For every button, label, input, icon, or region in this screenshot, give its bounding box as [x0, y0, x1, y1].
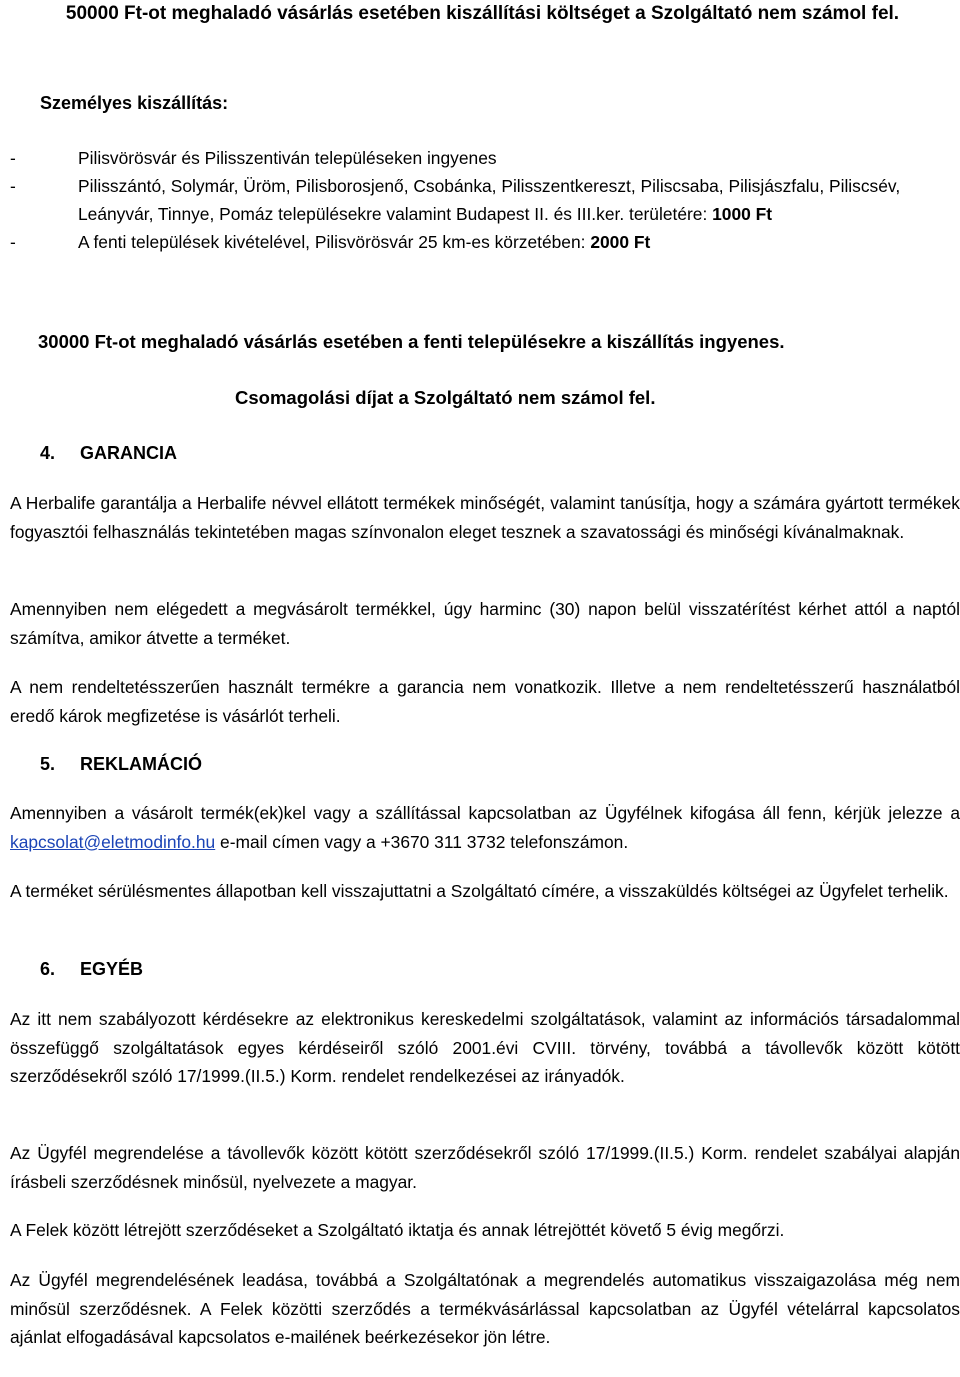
free-delivery-note: 30000 Ft-ot meghaladó vásárlás esetében a fenti településekre a kiszállítás ingyenes. — [38, 331, 785, 352]
other-paragraph-3: A Felek között létrejött szerződéseket a Szolgáltató iktatja és annak létrejöttét követő 5 évig megőrzi. — [10, 1220, 785, 1240]
bullet-text — [78, 172, 960, 228]
section-number: 4. — [40, 443, 56, 463]
delivery-cost-heading: 50000 Ft-ot meghaladó vásárlás esetében kiszállítási költséget a Szolgáltató nem számol fel. — [65, 3, 900, 24]
list-item — [10, 144, 960, 172]
email-link[interactable]: kapcsolat@eletmodinfo.hu — [10, 831, 216, 852]
section-number: 5. — [40, 754, 56, 774]
bullet-text-body: A fenti települések kivételével, Pilisvörösvár 25 km-es körzetében: — [78, 232, 586, 252]
section-title: REKLAMÁCIÓ — [80, 754, 202, 774]
warranty-paragraph-1: A Herbalife garantálja a Herbalife névvel ellátott termékek minőségét, valamint tanúsítja, hogy a számára gyártott termékek fogyasztói felhasználás tekintetében magas színvonalon eleget tesznek a szavatossági és minőségi kívánalmaknak. — [10, 493, 960, 542]
delivery-bullet-list — [10, 144, 960, 256]
complaint-paragraph-1 — [10, 799, 960, 856]
bullet-dash: - — [10, 232, 16, 252]
bullet-price: 1000 Ft — [712, 204, 773, 224]
section-title: EGYÉB — [80, 959, 144, 979]
bullet-text: Pilisvörösvár és Pilisszentiván településeken ingyenes — [78, 148, 497, 168]
bullet-text — [78, 228, 960, 256]
personal-delivery-title: Személyes kiszállítás: — [40, 93, 229, 113]
bullet-dash: - — [10, 148, 16, 168]
section-6-heading — [40, 956, 143, 982]
other-paragraph-4: Az Ügyfél megrendelésének leadása, továbbá a Szolgáltatónak a megrendelés automatikus visszaigazolása még nem minősül szerződésnek. A Felek közötti szerződés a termékvásárlással kapcsolatban az Ügyfél vételárral kapcsolatos ajánlat elfogadásával kapcsolatos e-mailének beérkezésekor jön létre. — [10, 1270, 960, 1347]
list-item — [10, 172, 960, 228]
other-paragraph-2: Az Ügyfél megrendelése a távollevők között kötött szerződésekről szóló 17/1999.(II.5.) Korm. rendelet szabályai alapján írásbeli szerződésnek minősül, nyelvezete a magyar. — [10, 1143, 960, 1192]
section-5-heading — [40, 751, 202, 777]
section-number: 6. — [40, 959, 56, 979]
other-paragraph-1: Az itt nem szabályozott kérdésekre az elektronikus kereskedelmi szolgáltatások, valamint az információs társadalommal összefüggő szolgáltatások egyes kérdéseiről szóló 2001.évi CVIII. törvény, továbbá a távollevők között kötött szerződésekről szóló 17/1999.(II.5.) Korm. rendelet rendelkezései az irányadók. — [10, 1009, 960, 1086]
complaint-text-start: Amennyiben a vásárolt termék(ek)kel vagy a szállítással kapcsolatban az Ügyfélnek kifogása áll fenn, kérjük jelezze a — [10, 803, 960, 823]
bullet-text-body: Pilisszántó, Solymár, Üröm, Pilisborosjenő, Csobánka, Pilisszentkereszt, Piliscsaba, Pilisjászfalu, Piliscsév, Leányvár, Tinnye, Pomáz településekre valamint Budapest II. és III.ker. területére: — [78, 176, 901, 224]
complaint-text-end: e-mail címen vagy a +3670 311 3732 telefonszámon. — [215, 831, 629, 852]
bullet-price: 2000 Ft — [590, 232, 651, 252]
section-4-heading — [40, 440, 177, 466]
document-page — [5, 0, 960, 1347]
warranty-paragraph-2: Amennyiben nem elégedett a megvásárolt termékkel, úgy harminc (30) napon belül visszatérítést kérhet attól a naptól számítva, amikor átvette a terméket. — [10, 599, 960, 648]
bullet-dash: - — [10, 176, 16, 196]
warranty-paragraph-3: A nem rendeltetésszerűen használt termékre a garancia nem vonatkozik. Illetve a nem rendeltetésszerű használatból eredő károk megfizetése is vásárlót terheli. — [10, 677, 960, 726]
section-title: GARANCIA — [80, 443, 177, 463]
packaging-note: Csomagolási díjat a Szolgáltató nem számol fel. — [235, 387, 656, 408]
list-item — [10, 228, 960, 256]
complaint-paragraph-2: A terméket sérülésmentes állapotban kell visszajuttatni a Szolgáltató címére, a visszaküldés költségei az Ügyfelet terhelik. — [10, 881, 949, 901]
